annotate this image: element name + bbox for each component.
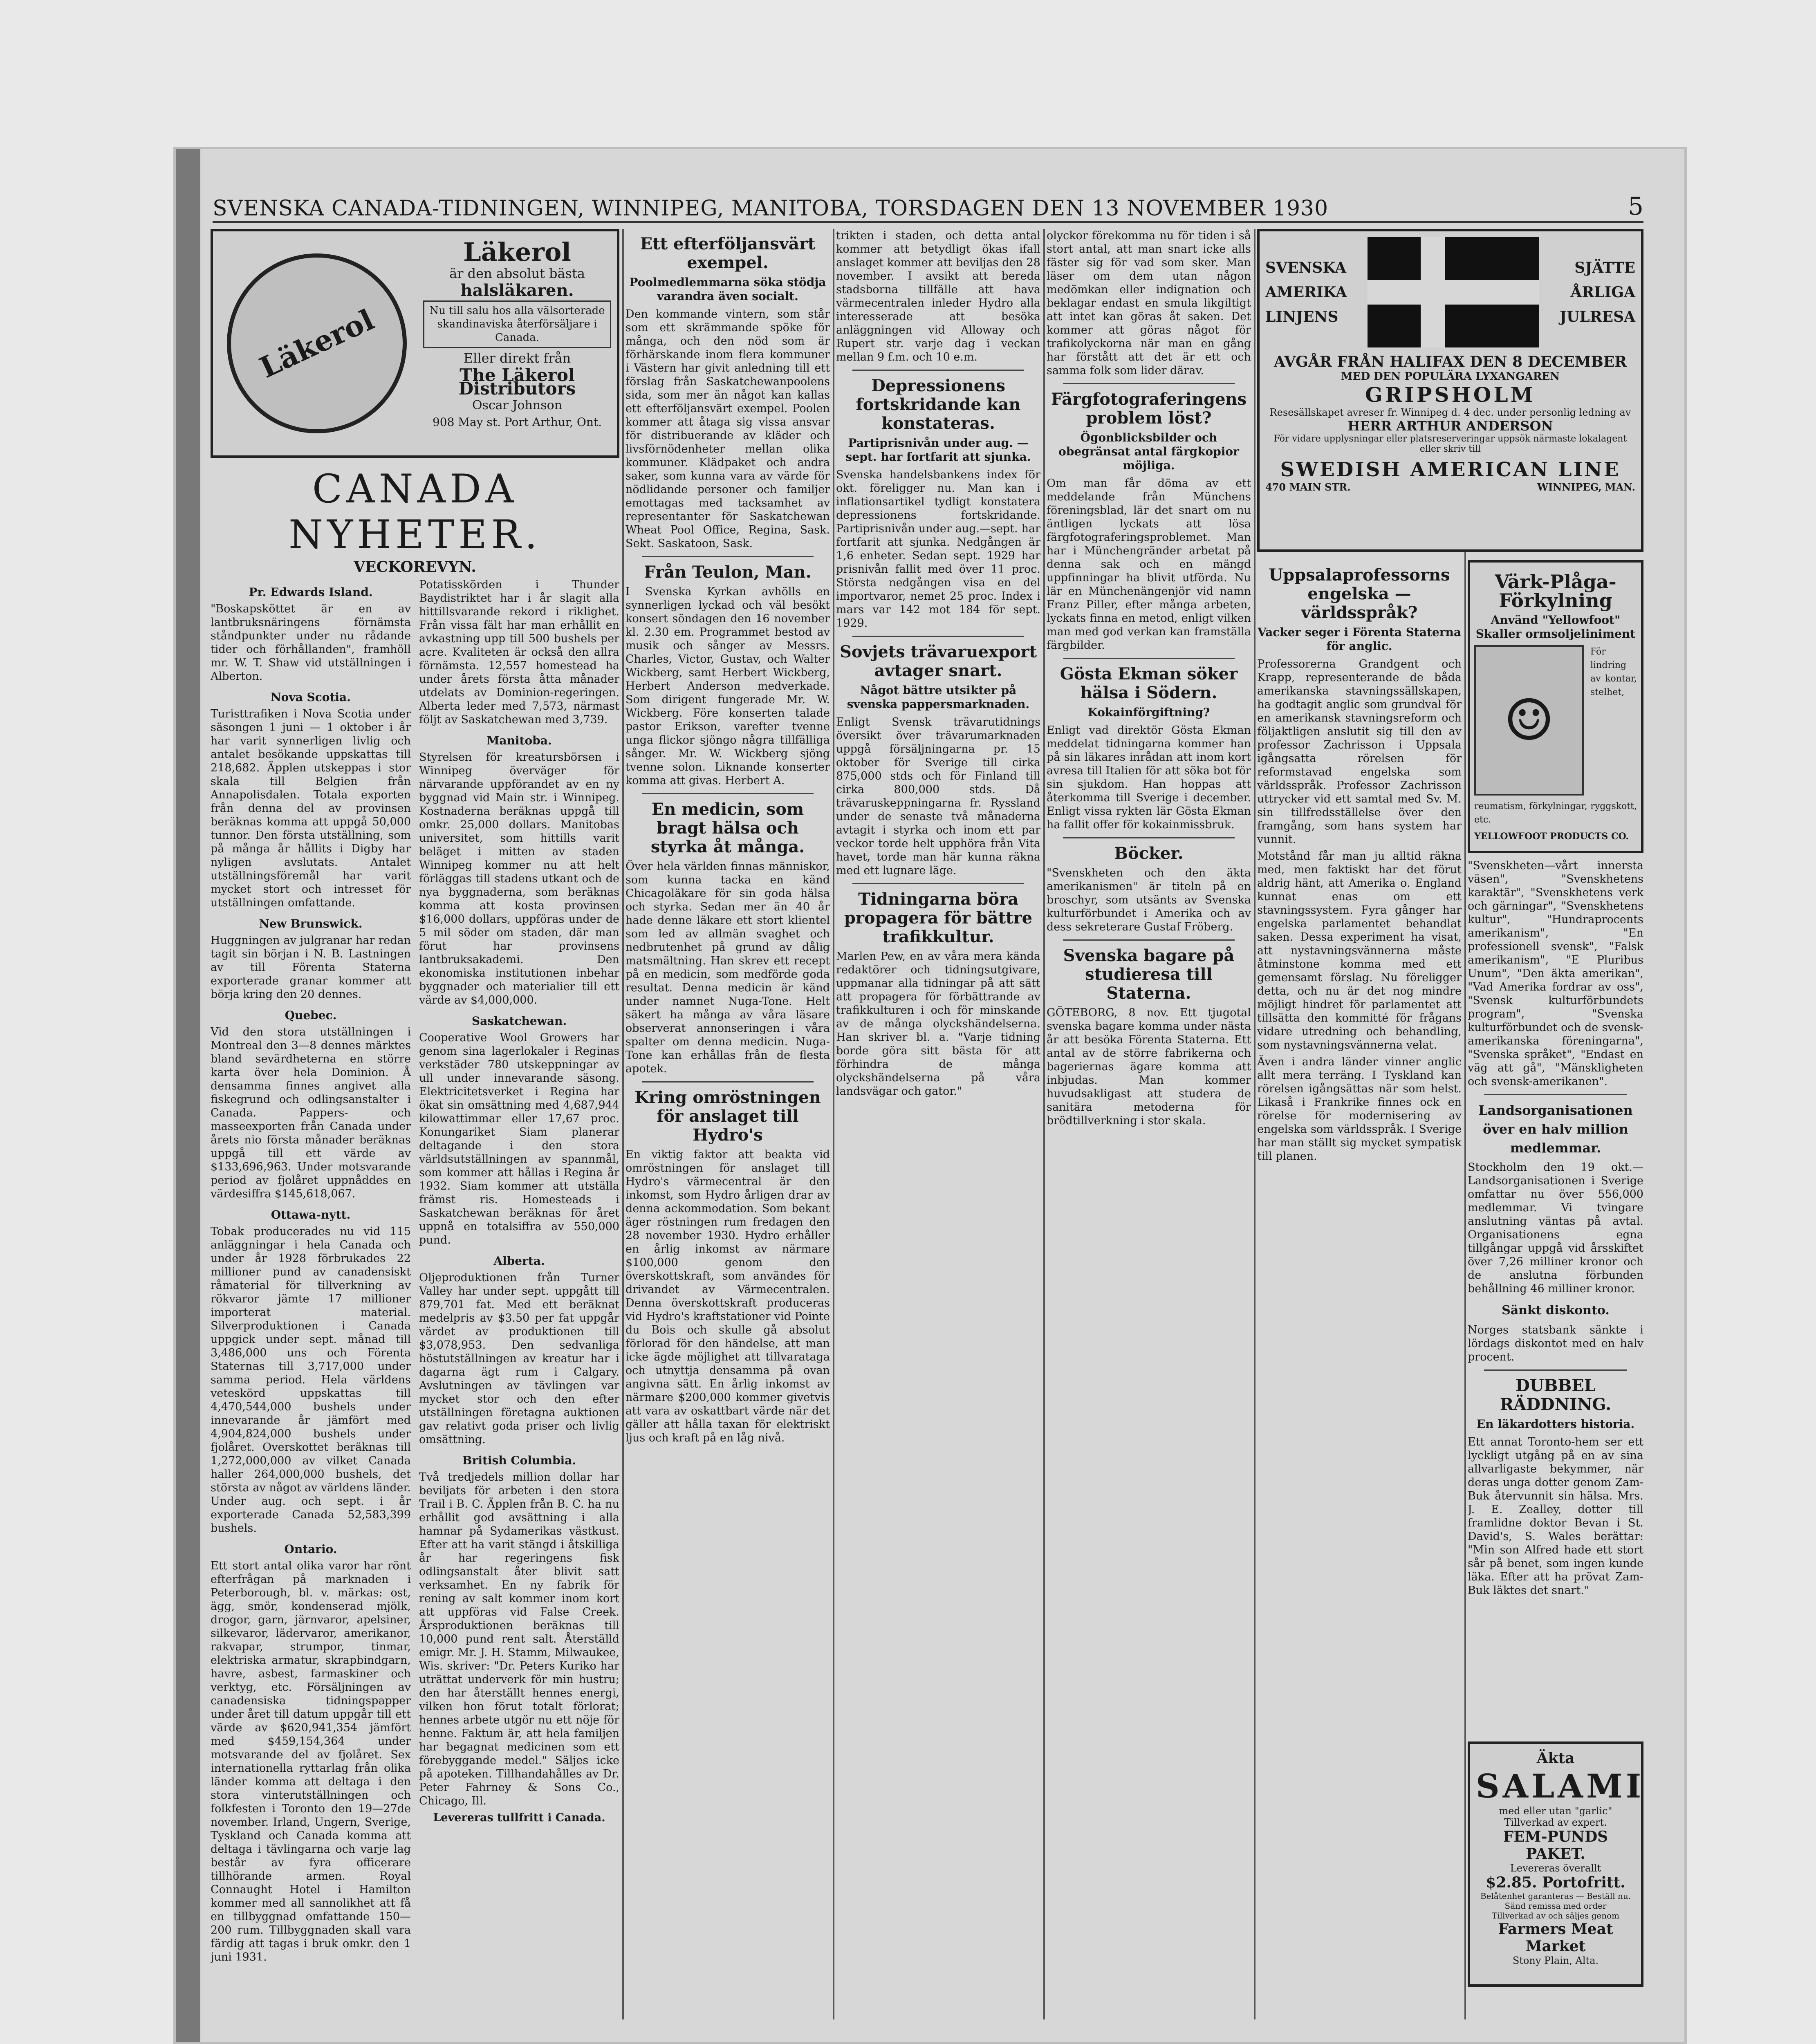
sal-line2: MED DEN POPULÄRA LYXANGAREN: [1341, 370, 1560, 383]
region-text: Oljeproduktionen från Turner Valley har under sept. uppgått till 879,701 fat. Med ett beräknat medelpris av $3.50 per fat uppgår värdet av produktionen till $3,078,953. Den sedvanliga höstutställningen av kreatur har i dagarna ägt rum i Calgary. Avslutningen av tävlingen var mycket stor och den efter utställningen företagna auktionen gav relativt goda priser och livlig omsättning.: [419, 1271, 619, 1446]
article-body: GÖTEBORG, 8 nov. Ett tjugotal svenska bagare komma under nästa år att besöka Förenta Staterna. Ett antal av de större fabrikerna och bageriernas ägare komma att inbjudas. Man kommer huvudsakligast att studera de sanitära metoderna för brödtillverkning i stor skala.: [1047, 1006, 1251, 1127]
news-right-column: [419, 578, 619, 1967]
lakerol-line1: är den absolut bästa: [449, 266, 585, 281]
article-body: "Svenskheten—vårt innersta väsen", "Svenskhetens karaktär", "Svenskhetens verk och gärningar", "Svenskhetens kultur", "Hundraprocents amerikanism", "En professionell svensk", "Falsk amerikanism", "E Pluribus Unum", "Den äkta amerikan", "Vad Amerika fordrar av oss", "Svensk kulturförbundets program", "Svenska kulturförbundet och de svensk-amerikanska föreningarna", "Svenska språket", "Endast en väg att gå", "Mänskligheten och svensk-amerikanen".: [1468, 859, 1643, 1088]
salami-line4: Belåtenhet garanteras — Beställ nu. Sänd remissa med order: [1480, 1891, 1631, 1911]
yellowfoot-text: För lindring av kontar, stelhet, reumatism, förkylningar, ryggskott, etc.: [1474, 647, 1637, 825]
column-rule: [622, 229, 624, 2019]
article-title: Svenska bagare på studieresa till Staterna.: [1063, 946, 1235, 1003]
indian-chief-image: ☺: [1474, 645, 1584, 796]
article-title: Uppsalaprofessorns engelska — världsspråk?: [1269, 565, 1450, 622]
lakerol-ad: [211, 229, 619, 458]
region-heading: Saskatchewan.: [471, 1014, 567, 1028]
article-body: Norges statsbank sänkte i lördags diskontot med en halv procent.: [1468, 1324, 1643, 1363]
yellowfoot-subtitle: Använd "Yellowfoot" Skaller ormsoljeliniment: [1475, 613, 1636, 641]
region-heading: Pr. Edwards Island.: [249, 585, 373, 599]
column-rule: [1254, 229, 1256, 2019]
article-title: Från Teulon, Man.: [644, 563, 812, 582]
article-body: Enligt Svensk trävarutidnings översikt över trävarumarknaden uppgå försäljningarna pr. 15 oktober för Sverige till cirka 875,000 stds och för Finland till cirka 800,000 stds. Då trävaruskeppningarna fr. Ryssland under de senaste två månaderna avtagit i styrka och inom ett par veckor torde helt upphöra från Vita havet, torde man här kunna räkna med ett lugnare läge.: [836, 716, 1040, 877]
tin-label: Läkerol: [254, 302, 379, 385]
salami-price: $2.85. Portofritt.: [1486, 1874, 1625, 1891]
lakerol-line4: Eller direkt från: [463, 350, 571, 366]
sal-left3: LINJENS: [1265, 308, 1338, 325]
sal-right1: SJÄTTE: [1574, 259, 1635, 276]
divider: [642, 556, 814, 557]
salami-package: FEM-PUNDS PAKET.: [1503, 1828, 1608, 1862]
region-text: Cooperative Wool Growers har genom sina lagerlokaler i Reginas verkstäder 780 utskeppningar av ull under innevarande säsong. Elektricitetsverket i Regina har ökat sin omsättning med 4,687,944 kilowattimmar eller 17,67 proc. Konungariket Siam planerar deltagande i den stora världsutställningen av spannmål, som kommer att hållas i Regina år 1932. Siam kommer att utställa främst ris. Homesteads i Saskatchewan beräknas för året uppnå en totalsiffra av 550,000 pund.: [419, 1031, 619, 1246]
sal-ship: GRIPSHOLM: [1365, 383, 1536, 407]
column-3: [836, 229, 1040, 2019]
divider: [1484, 1369, 1627, 1371]
article-title: Landsorganisationen över en halv million medlemmar.: [1478, 1103, 1633, 1156]
region-text: Huggningen av julgranar har redan tagit sin början i N. B. Lastningen av till Förenta Staterna exporterade granar kommer att börja kring den 20 dennes.: [211, 934, 411, 1001]
lakerol-distributor: The Läkerol Distributors: [458, 365, 576, 399]
sal-right2: ÅRLIGA: [1570, 284, 1635, 301]
salami-ad: [1468, 1741, 1643, 1987]
article-title: En medicin, som bragt hälsa och styrka åt många.: [650, 800, 805, 856]
divider: [1063, 837, 1235, 838]
salami-top: Äkta: [1536, 1750, 1575, 1767]
article-title: Sänkt diskonto.: [1502, 1303, 1610, 1318]
column-5: [1257, 560, 1462, 2019]
salami-place: Stony Plain, Alta.: [1512, 1955, 1599, 1966]
sal-city: WINNIPEG, MAN.: [1537, 481, 1635, 493]
region-heading: New Brunswick.: [259, 917, 363, 930]
column-4: [1047, 229, 1251, 2019]
salami-line5: Tillverkad av och säljes genom: [1491, 1911, 1620, 1921]
column-canada-nyheter: [211, 229, 619, 2019]
region-heading: Manitoba.: [487, 734, 552, 747]
salami-company: Farmers Meat Market: [1498, 1921, 1613, 1955]
divider: [1063, 939, 1235, 941]
article-deck: Partiprisnivån under aug. — sept. har fortfarit att sjunka.: [845, 436, 1031, 464]
article-body: Även i andra länder vinner anglic allt mera terräng. I Tyskland kan rörelsen igångsättas när som helst. Likaså i Frankrike finnes ock en rörelse för modernisering av engelska som världsspråk. I Sverige har man ställt sig mycket sympatisk till planen.: [1257, 1056, 1462, 1163]
article-body: Enligt vad direktör Gösta Ekman meddelat tidningarna kommer han på sin läkares inrådan att inom kort avresa till Italien för att söka bot för sin sjukdom. Han hoppas att återkomma till Sverige i december. Enligt vissa rykten lär Gösta Ekman ha fallit offer för kokainmissbruk.: [1047, 724, 1251, 831]
sal-right3: JULRESA: [1559, 308, 1635, 325]
masthead-title: SVENSKA CANADA-TIDNINGEN, WINNIPEG, MANITOBA, TORSDAGEN DEN 13 NOVEMBER 1930: [213, 196, 1329, 221]
canada-nyheter-title: CANADA NYHETER.: [288, 466, 542, 558]
article-body: En viktig faktor att beakta vid omröstningen för anslaget till Hydro's värmecentral är den inkomst, som Hydro årligen drar av denna ackommodation. Som bekant äger röstningen rum fredagen den 28 november 1930. Hydro erhåller en årlig inkomst av närmare $100,000 genom den överskottskraft, som användes för drivandet av Värmecentralen. Denna överskottskraft produceras vid Hydro's kraftstationer vid Pointe du Bois och skulle gå absolut förlorad för den händelse, att man icke ägde möjlighet att tillvarataga och utnyttja densamma på ovan angivna sätt. En årlig inkomst av närmare $200,000 kommer givetvis att vara av oskattbart värde när det gäller att hålla taxan för elektriskt ljus och kraft på en låg nivå.: [626, 1148, 830, 1444]
region-heading: Nova Scotia.: [271, 690, 351, 704]
page-number: 5: [1628, 192, 1643, 221]
article-title: DUBBEL RÄDDNING.: [1500, 1376, 1612, 1414]
salami-line2: Tillverkad av expert.: [1504, 1817, 1607, 1828]
article-body: Professorerna Grandgent och Krapp, representerande de båda amerikanska stavningssällskapen, ha godtagit anglic som grundval för en amerikansk stavningsreform och följaktligen anslutit sig till den av professor Zachrisson i Uppsala igångsatta rörelsen för reformstavad engelska som världsspråk. Professor Zachrisson uttrycker vid ett samtal med Sv. M. sin tillfredsställelse över den framgång, som hans system har vunnit.: [1257, 658, 1462, 846]
region-text: Levereras tullfritt i Canada.: [433, 1811, 605, 1824]
article-body: "Svenskheten och den äkta amerikanismen" är titeln på en broschyr, som utsänts av Svenska kulturförbundet i Amerika och av dess sekreterare Gustaf Fröberg.: [1047, 867, 1251, 933]
divider: [1484, 1094, 1627, 1095]
article-deck: Något bättre utsikter på svenska pappersmarknaden.: [847, 684, 1030, 711]
sal-address: 470 MAIN STR.: [1265, 481, 1351, 493]
article-title: Sovjets trävaruexport avtager snart.: [840, 642, 1037, 680]
lakerol-pastilles-tin-image: [227, 253, 407, 433]
sal-line4: För vidare upplysningar eller platsreserveringar uppsök närmaste lokalagent eller skriv till: [1273, 434, 1627, 454]
article-deck: Vacker seger i Förenta Staterna för anglic.: [1258, 625, 1461, 653]
lakerol-line2: halsläkaren.: [460, 281, 574, 300]
lakerol-line3: Nu till salu hos alla välsorterade skandinaviska återförsäljare i Canada.: [423, 300, 611, 348]
sal-left2: AMERIKA: [1265, 284, 1347, 301]
yellowfoot-company: YELLOWFOOT PRODUCTS CO.: [1474, 831, 1629, 842]
article-deck: Ögonblicksbilder och obegränsat antal färgkopior möjliga.: [1058, 431, 1239, 472]
sal-left1: SVENSKA: [1265, 259, 1347, 276]
region-text: "Boskapsköttet är en av lantbruksnäringens förnämsta ståndpunkter under nu rådande tider och förhållanden", framhöll mr. W. T. Shaw vid utställningen i Alberton.: [211, 603, 411, 683]
article-title: Ett efterföljansvärt exempel.: [640, 234, 816, 272]
salami-line1: med eller utan "garlic": [1499, 1805, 1612, 1817]
sal-line1: AVGÅR FRÅN HALIFAX DEN 8 DECEMBER: [1273, 353, 1627, 370]
divider: [852, 370, 1024, 371]
article-body: Marlen Pew, en av våra mera kända redaktörer och tidningsutgivare, uppmanar alla tidningar på att sätt att propagera för förbättrande av trafikkulturen i och för minskande av de många olyckshändelserna. Han skriver bl. a. "Varje tidning borde göra sitt bästa för att förhindra de många olyckshändelserna på våra landsvägar och gator.": [836, 950, 1040, 1098]
article-body: I Svenska Kyrkan avhölls en synnerligen lyckad och väl besökt konsert söndagen den 16 november kl. 2.30 em. Programmet bestod av musik och sånger av Messrs. Charles, Victor, Gustav, och Walter Wickberg, samt Herbert Wickberg, Herbert Anderson medverkade. Som dirigent fungerade Mr. W. Wickberg. Före konserten talade pastor Erikson, varefter tvenne unga flickor sjöngo några tillfälliga sånger. Mr. W. Wickberg sjöng tvenne solon. Liknande konserter komma att givas. Herbert A.: [626, 585, 830, 787]
article-body: trikten i staden, och detta antal kommer att betydligt ökas ifall anslaget kommer att beviljas den 28 november. I avsikt att bereda stadsborna tillfälle att hava värmecentralen inleder Hydro alla interesserade att besöka anläggningen vid Alloway och Rupert str. varje dag i veckan mellan 9 f.m. och 10 e.m.: [836, 229, 1040, 363]
divider: [642, 1081, 814, 1083]
lakerol-contact: Oscar Johnson: [472, 398, 563, 412]
lakerol-address: 908 May st. Port Arthur, Ont.: [432, 415, 602, 429]
article-body: Svenska handelsbankens index för okt. föreligger nu. Man kan i inflationsartikel tydligt konstatera depressionens fortskridande. Partiprisnivån under aug.—sept. har fortfarit att sjunka. Nedgången är 1,6 enheter. Sedan sept. 1929 har prisnivån fallit med över 11 proc. Största nedgången visa en del importvaror, nemet 25 proc. Index i mars var 142 mot 184 för sept. 1929.: [836, 468, 1040, 630]
sal-line3: Resesällskapet avreser fr. Winnipeg d. 4 dec. under personlig ledning av: [1269, 407, 1631, 418]
article-body: Om man får döma av ett meddelande från Münchens föreningsblad, lär det snart om nu äntligen lyckats att lösa färgfotograferingsproblemet. Man har i Münchengränder arbetat på denna sak och en mängd uppfinningar ha blivit utförda. Nu lär en Münchenängenjör vid namn Franz Piller, efter många arbeten, lyckats finna en metod, enligt vilken man med god verkan kan framställa färgbilder.: [1047, 477, 1251, 652]
region-text: Två tredjedels million dollar har beviljats för arbeten i den stora Trail i B. C. Äpplen från B. C. ha nu erhållit god avsättning i alla hamnar på Sydamerikas västkust. Efter att ha varit stängd i åtskilliga år har regeringens fisk odlingsanstalt åter blivit satt verksamhet. En ny fabrik för rening av salt kommer inom kort att uppföras vid False Creek. Årsproduktionen beräknas till 10,000 pund rent salt. Återställd emigr. Mr. J. H. Stamm, Milwaukee, Wis. skriver: "Dr. Peters Kuriko har uträttat underverk för min hustru; den har återställt hennes energi, vilken hon förut totalt förlorat; hennes arbete utgör nu ett nöje för henne. Faktum är, att hela familjen har begagnat medicinen som ett förebyggande medel." Säljes icke på apoteken. Tillhandahålles av Dr. Peter Fahrney & Sons Co., Chicago, Ill.: [419, 1471, 619, 1807]
region-text: Ett stort antal olika varor har rönt efterfrågan på marknaden i Peterborough, bl. v. märkas: ost, ägg, smör, kondenserad mjölk, drogor, garn, järnvaror, apelsiner, silkevaror, lädervaror, amerikanor, rakvapar, strumpor, tinmar, elektriska armatur, skrapbindgarn, havre, asbest, farmaskiner och verktyg, etc. Försäljningen av canadensiska tidningspapper under året till datum uppgår till ett värde av $620,941,354 jämfört med $459,154,364 under motsvarande del av fjolåret. Sex internationella ryttarlag från olika länder komma att deltaga i den stora vinterutställningen och folkfesten i Toronto den 19—27de november. Irland, Ungern, Sverige, Tyskland och Canada komma att deltaga i tävlingarna och varje lag består av fyra officerare tillhörande armen. Royal Connaught Hotel i Hamilton kommer med all sannolikhet att få en tillbyggnad omfattande 150—200 rum. Tillbyggnaden skall vara färdig att tagas i bruk omkr. den 1 juni 1931.: [211, 1560, 411, 1963]
region-text: Potatisskörden i Thunder Baydistriktet har i år slagit alla hittillsvarande rekord i riklighet. Från vissa fält har man erhållit en avkastning upp till 500 bushels per acre. Kvaliteten är också den allra förnämsta. 12,557 homestead ha under årets första åtta månader utdelats av Dominion-regeringen. Alberta leder med 7,573, närmast följt av Saskatchewan med 3,739.: [419, 578, 619, 726]
article-body: Den kommande vintern, som står som ett skrämmande spöke för många, och den nöd som är förhärskande inom flera kommuner i Västern har givit anledning till ett förslag från Saskatchewanpoolens sida, som mer än något kan kallas ett efterföljansvärt exempel. Poolen kommer att åtaga sig vissa ansvar för distribuerande av kläder och livsförnödenheter mellan olika kommuner. Klädpaket och andra saker, som kunna vara av värde för nödlidande personer och familjer emottagas med tacksamhet av representanter för Saskatchewan Wheat Pool Office, Regina, Sask. Sekt. Saskatoon, Sask.: [626, 308, 830, 550]
salami-line3: Levereras överallt: [1510, 1862, 1601, 1874]
masthead: [213, 192, 1643, 223]
region-text: Styrelsen för kreatursbörsen i Winnipeg överväger för närvarande uppförandet av en ny byggnad vid Main str. i Winnipeg. Kostnaderna beräknas uppgå till omkr. 25,000 dollars. Manitobas universitet, som hittills varit beläget i mitten av staden Winnipeg kommer nu att helt förläggas till stadens utkant och de nya byggnaderna, som beräknas komma att kosta provinsen $16,000 dollars, uppföras under de 5 mil söder om staden, där man förut har provinsens lantbruksakademi. Den ekonomiska institutionen inbehar byggnader och materialier till ett värde av $4,000,000.: [419, 751, 619, 1006]
sal-company: SWEDISH AMERICAN LINE: [1280, 458, 1621, 481]
column-rule: [833, 229, 834, 2019]
region-heading: Ottawa-nytt.: [271, 1208, 351, 1221]
news-left-column: [211, 578, 411, 1967]
divider: [1063, 383, 1235, 384]
article-body: Över hela världen finnas människor, som kunna tacka en känd Chicagoläkare för sin goda hälsa och styrka. Sedan mer än 40 år hade denne läkare ett stort klientel som led av allmän svaghet och nedbrutenhet på grund av dålig matsmältning. Han skrev ett recept på en medicin, som medförde goda resultat. Denna medicin är känd under namnet Nuga-Tone. Helt säkert ha många av våra läsare observerat annonseringen i våra spalter om denna medicin. Nuga-Tone kan erhållas från de flesta apotek.: [626, 860, 830, 1075]
yellowfoot-title: Värk-Plåga-Förkylning: [1495, 571, 1616, 612]
article-title: Färgfotograferingens problem löst?: [1051, 390, 1247, 428]
region-heading: Ontario.: [284, 1542, 337, 1556]
swedish-flag-icon: [1368, 237, 1539, 347]
article-title: Kring omröstningen för anslaget till Hydro's: [634, 1088, 821, 1145]
region-text: Tobak producerades nu vid 115 anläggningar i hela Canada och under år 1928 förbrukades 22 millioner pund av canadensiskt råmaterial för tillverkning av rökvaror jämte 17 millioner importerat material. Silverproduktionen i Canada uppgick under sept. månad till 3,486,000 uns och Förenta Staternas till 3,717,000 under samma period. Hela världens veteskörd uppskattas till 4,470,544,000 bushels under innevarande år jämfört med 4,904,824,000 bushels under fjolåret. Overskottet beräknas till 1,272,000,000 av vilket Canada haller 264,000,000 bushels, det största av något av världens länder. Under aug. och sept. i år exporterade Canada 52,583,399 bushels.: [211, 1225, 411, 1535]
page-shadow-edge: [176, 149, 200, 2042]
article-body: Stockholm den 19 okt.— Landsorganisationen i Sverige omfattar nu över 556,000 medlemmar. Vi tvingare anslutning väntas på avtal. Organisationens egna tillgångar uppgå vid årsskiftet över 7,26 milliner kronor och de anslutna förbunden behållning 46 milliner kronor.: [1468, 1161, 1643, 1295]
article-title: Böcker.: [1114, 844, 1184, 863]
region-heading: British Columbia.: [462, 1454, 576, 1467]
article-body: Ett annat Toronto-hem ser ett lyckligt utgång på en av sina allvarligaste bekymmer, när deras unga dotter genom Zam-Buk återvunnit sin hälsa. Mrs. J. E. Zealley, dotter till framlidne doktor Bevan i St. David's, S. Wales berättar: "Min son Alfred hade ett stort sår på benet, som ingen kunde läka. Efter att ha prövat Zam-Buk läktes det snart.": [1468, 1436, 1643, 1597]
region-heading: Alberta.: [493, 1254, 545, 1268]
lakerol-brand: Läkerol: [463, 237, 571, 267]
region-heading: Quebec.: [285, 1009, 337, 1022]
divider: [852, 636, 1024, 637]
veckorevyn-subtitle: VECKOREVYN.: [354, 558, 476, 576]
article-deck: Kokainförgiftning?: [1087, 706, 1210, 719]
article-body: olyckor förekomma nu för tiden i så stort antal, att man snart icke alls fäster sig för vad som sker. Man läser om dem utan någon medömkan eller indignation och beklagar endast en smula likgiltigt att intet kan göras åt saken. Det kommer att göras något för trafikolyckorna när man en gång har förstått att det är ett och samma folk som lider därav.: [1047, 229, 1251, 377]
column-rule: [1043, 229, 1045, 2019]
column-2: [626, 229, 830, 2019]
article-body: Motstånd får man ju alltid räkna med, men faktiskt har det förut aldrig hänt, att Amerika o. England kunnat enas om ett stavningssystem. Fyra gånger har engelska parlamentet behandlat saken. Dessa experiment ha visat, att nystavningsvännerna måste åtminstone komma med ett gemensamt förslag. Nu föreligger detta, och nu är det nog mindre möjligt hindret för parlamentet att tillsätta den kommitté för frågans vidare utredning och behandling, som nystavningsvännerna velat.: [1257, 850, 1462, 1051]
article-deck: Poolmedlemmarna söka stödja varandra även socialt.: [629, 276, 826, 303]
divider: [852, 883, 1024, 884]
salami-name: SALAMI: [1476, 1767, 1645, 1805]
article-title: Gösta Ekman söker hälsa i Södern.: [1060, 664, 1238, 702]
article-title: Depressionens fortskridande kan konstateras.: [856, 376, 1021, 433]
divider: [642, 793, 814, 794]
article-deck: En läkardotters historia.: [1476, 1417, 1635, 1431]
sal-leader: HERR ARTHUR ANDERSON: [1347, 418, 1553, 434]
yellowfoot-ad: [1468, 560, 1643, 853]
region-text: Vid den stora utställningen i Montreal den 3—8 dennes märktes bland sevärdheterna en större karta över hela Dominion. Å densamma finnes angivet alla fiskegrund och odlingsanstalter i Canada. Pappers- och masseexporten från Canada under årets nio första månader beräknas uppgå till ett värde av $133,696,963. Under motsvarande period av fjolåret uppnåddes en värdesiffra $145,618,067.: [211, 1026, 411, 1200]
article-title: Tidningarna böra propagera för bättre trafikkultur.: [844, 890, 1033, 946]
divider: [1063, 658, 1235, 659]
swedish-american-line-ad: [1257, 229, 1643, 552]
region-text: Turisttrafiken i Nova Scotia under säsongen 1 juni — 1 oktober i år har varit synnerligen livlig och antalet besökande uppskattas till 218,682. Äpplen utskeppas i stor skala till Belgien från Annapolisdalen. Totala exporten från denna del av provinsen beräknas komma att uppgå 50,000 tunnor. Den första utställning, som på många år hållits i Digby har nyligen avslutats. Antalet utställningsföremål har varit mycket stort och intresset för utställningen omfattande.: [211, 708, 411, 909]
